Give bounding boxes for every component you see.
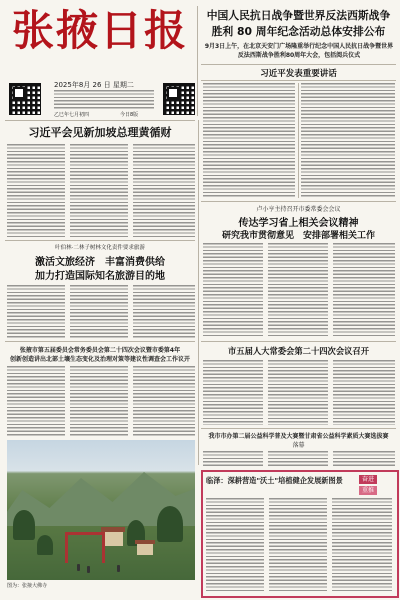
featured-text-col-1 bbox=[206, 498, 264, 592]
right-story-top-rule bbox=[201, 201, 396, 202]
right-story-headline-2: 研究我市贯彻意见 安排部署相关工作 bbox=[221, 231, 375, 241]
left-story-top-rule bbox=[5, 120, 195, 121]
left-story-text-col-2 bbox=[70, 144, 128, 237]
qr-code-right bbox=[164, 84, 194, 114]
featured-headline: 临泽：深耕营造"沃土"培植健企发展新图景 bbox=[206, 476, 343, 485]
lead-headline-1: 中国人民抗日战争暨世界反法西斯战争 bbox=[206, 9, 391, 22]
right-story-text-col-3 bbox=[333, 243, 395, 338]
page-center-divider bbox=[198, 120, 199, 465]
congress-text-col-1 bbox=[203, 360, 263, 425]
photo-caption: 图为：张掖大佛寺 bbox=[7, 583, 48, 589]
left-mid-headline-1: 张掖市第五届委员会常务委员会第二十四次会议暨市委第4年 bbox=[19, 347, 181, 354]
left-story-text-col-1 bbox=[7, 144, 65, 237]
masthead-small-line-1: 乙巳年七月初四 bbox=[54, 112, 90, 118]
right-story-headline-1: 传达学习省上相关会议精神 bbox=[238, 218, 359, 229]
congress-text-col-2 bbox=[268, 360, 328, 425]
xi-text-col-1 bbox=[203, 83, 295, 198]
lead-deck: 9月3日上午，在北京天安门广场隆重举行纪念中国人民抗日战争暨世界反法西斯战争胜利80周年大会，包括阅兵仪式 bbox=[204, 43, 394, 59]
masthead-info-text bbox=[54, 90, 154, 110]
left-mid-text-col-1 bbox=[7, 366, 65, 436]
left-story-text-col-3 bbox=[133, 144, 195, 237]
column-divider bbox=[298, 83, 299, 198]
mid-left-top-rule bbox=[5, 240, 195, 241]
lead-headline-2: 胜利 80 周年纪念活动总体安排公布 bbox=[211, 25, 386, 38]
qr-code-left bbox=[10, 84, 40, 114]
featured-text-col-2 bbox=[269, 498, 327, 592]
masthead-divider bbox=[197, 6, 198, 116]
lead-rule bbox=[201, 64, 396, 65]
right-story-text-col-2 bbox=[268, 243, 328, 338]
featured-tag-1: 奋进 bbox=[359, 475, 377, 484]
left-story-headline: 习近平会见新加坡总理黄循财 bbox=[28, 126, 172, 139]
right-mid-sub: 落幕 bbox=[292, 442, 305, 449]
congress-top-rule bbox=[201, 341, 396, 342]
mid-left-headline-1: 激活文旅经济 丰富消费供给 bbox=[35, 257, 165, 268]
masthead-title: 张掖日报 bbox=[12, 6, 189, 55]
xi-text-col-2 bbox=[301, 83, 395, 198]
xi-headline: 习近平发表重要讲话 bbox=[260, 69, 337, 79]
right-mid-headline: 我市市办第二届公益科学普及大赛暨甘肃省公益科学素质大赛选拔赛 bbox=[208, 433, 389, 440]
left-mid-top-rule bbox=[5, 341, 195, 342]
landscape-photo bbox=[7, 440, 195, 580]
featured-tag-2: 重推 bbox=[359, 486, 377, 495]
date-line: 2025年8月 26 日 星期二 bbox=[54, 81, 134, 89]
masthead-small-line-2: 今日8版 bbox=[120, 112, 139, 118]
mid-left-kicker: 叶伯林·二林子树林文化责件要求旅游 bbox=[55, 245, 145, 251]
left-mid-text-col-2 bbox=[70, 366, 128, 436]
left-mid-text-col-3 bbox=[133, 366, 195, 436]
featured-text-col-3 bbox=[332, 498, 392, 592]
congress-headline: 市五届人大常委会第二十四次会议召开 bbox=[227, 346, 370, 356]
right-mid-text-col-2 bbox=[268, 451, 328, 467]
mid-left-text-col-2 bbox=[70, 285, 128, 338]
featured-box bbox=[201, 470, 399, 598]
left-mid-headline-2: 创新创造讲出北部土壤生态变化及治理对策等建议性调查会工作议开 bbox=[9, 356, 190, 363]
right-story-text-col-1 bbox=[203, 243, 263, 338]
mid-left-headline-2: 加力打造国际知名旅游目的地 bbox=[35, 271, 165, 282]
congress-text-col-3 bbox=[333, 360, 395, 425]
right-mid-text-col-3 bbox=[333, 451, 395, 467]
right-story-kicker: 卢小亨主持召开市委常委会会议 bbox=[256, 206, 341, 213]
right-mid-top-rule bbox=[201, 428, 396, 429]
xi-rule bbox=[201, 80, 396, 81]
mid-left-text-col-3 bbox=[133, 285, 195, 338]
mid-left-text-col-1 bbox=[7, 285, 65, 338]
right-mid-text-col-1 bbox=[203, 451, 263, 467]
